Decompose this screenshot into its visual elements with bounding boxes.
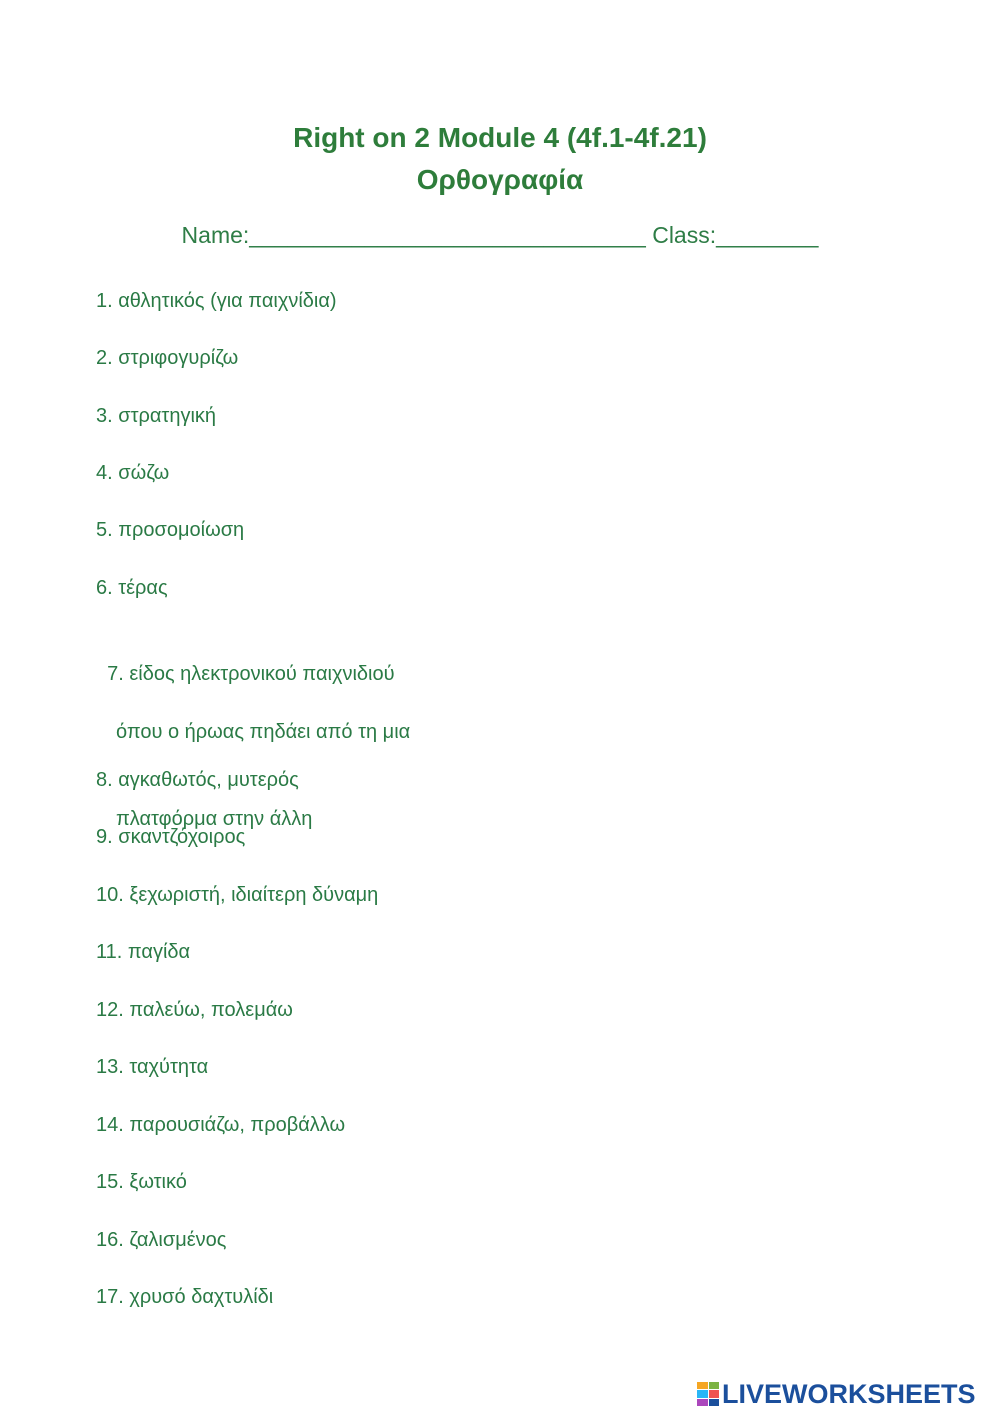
list-item: 17. χρυσό δαχτυλίδι xyxy=(96,1286,274,1308)
worksheet-title: Right on 2 Module 4 (4f.1-4f.21) xyxy=(293,122,707,153)
list-item: 16. ζαλισμένος xyxy=(96,1229,227,1251)
list-item: 7. είδος ηλεκτρονικού παιχνιδιού όπου ο ήρωας πηδάει από τη μια πλατφόρμα στην άλλη xyxy=(96,631,410,863)
worksheet-subtitle: Ορθογραφία xyxy=(416,164,584,195)
list-item: 13. ταχύτητα xyxy=(96,1056,209,1078)
liveworksheets-logo[interactable] xyxy=(697,1378,976,1410)
list-item: 15. ξωτικό xyxy=(96,1171,187,1193)
liveworksheets-logo-icon xyxy=(697,1382,719,1406)
list-item: 12. παλεύω, πολεμάω xyxy=(96,999,293,1021)
list-item: 10. ξεχωριστή, ιδιαίτερη δύναμη xyxy=(96,884,379,906)
list-item-continuation: πλατφόρμα στην άλλη xyxy=(116,808,313,830)
list-item: 6. τέρας xyxy=(96,577,168,599)
logo-text: LIVEWORKSHEETS xyxy=(722,1378,976,1409)
list-item: 11. παγίδα xyxy=(96,941,191,963)
list-item-continuation: όπου ο ήρωας πηδάει από τη μια xyxy=(116,721,411,743)
list-item: 3. στρατηγική xyxy=(96,405,217,427)
list-item: 5. προσομοίωση xyxy=(96,519,245,541)
list-item: 1. αθλητικός (για παιχνίδια) xyxy=(96,290,337,312)
list-item: 4. σώζω xyxy=(96,462,170,484)
list-item: 14. παρουσιάζω, προβάλλω xyxy=(96,1114,346,1136)
list-item: 9. σκαντζόχοιρος xyxy=(96,826,246,848)
name-class-line: Name:_______________________________ Class:________ xyxy=(181,222,819,248)
list-item: 2. στριφογυρίζω xyxy=(96,347,239,369)
list-item: 8. αγκαθωτός, μυτερός xyxy=(96,769,299,791)
